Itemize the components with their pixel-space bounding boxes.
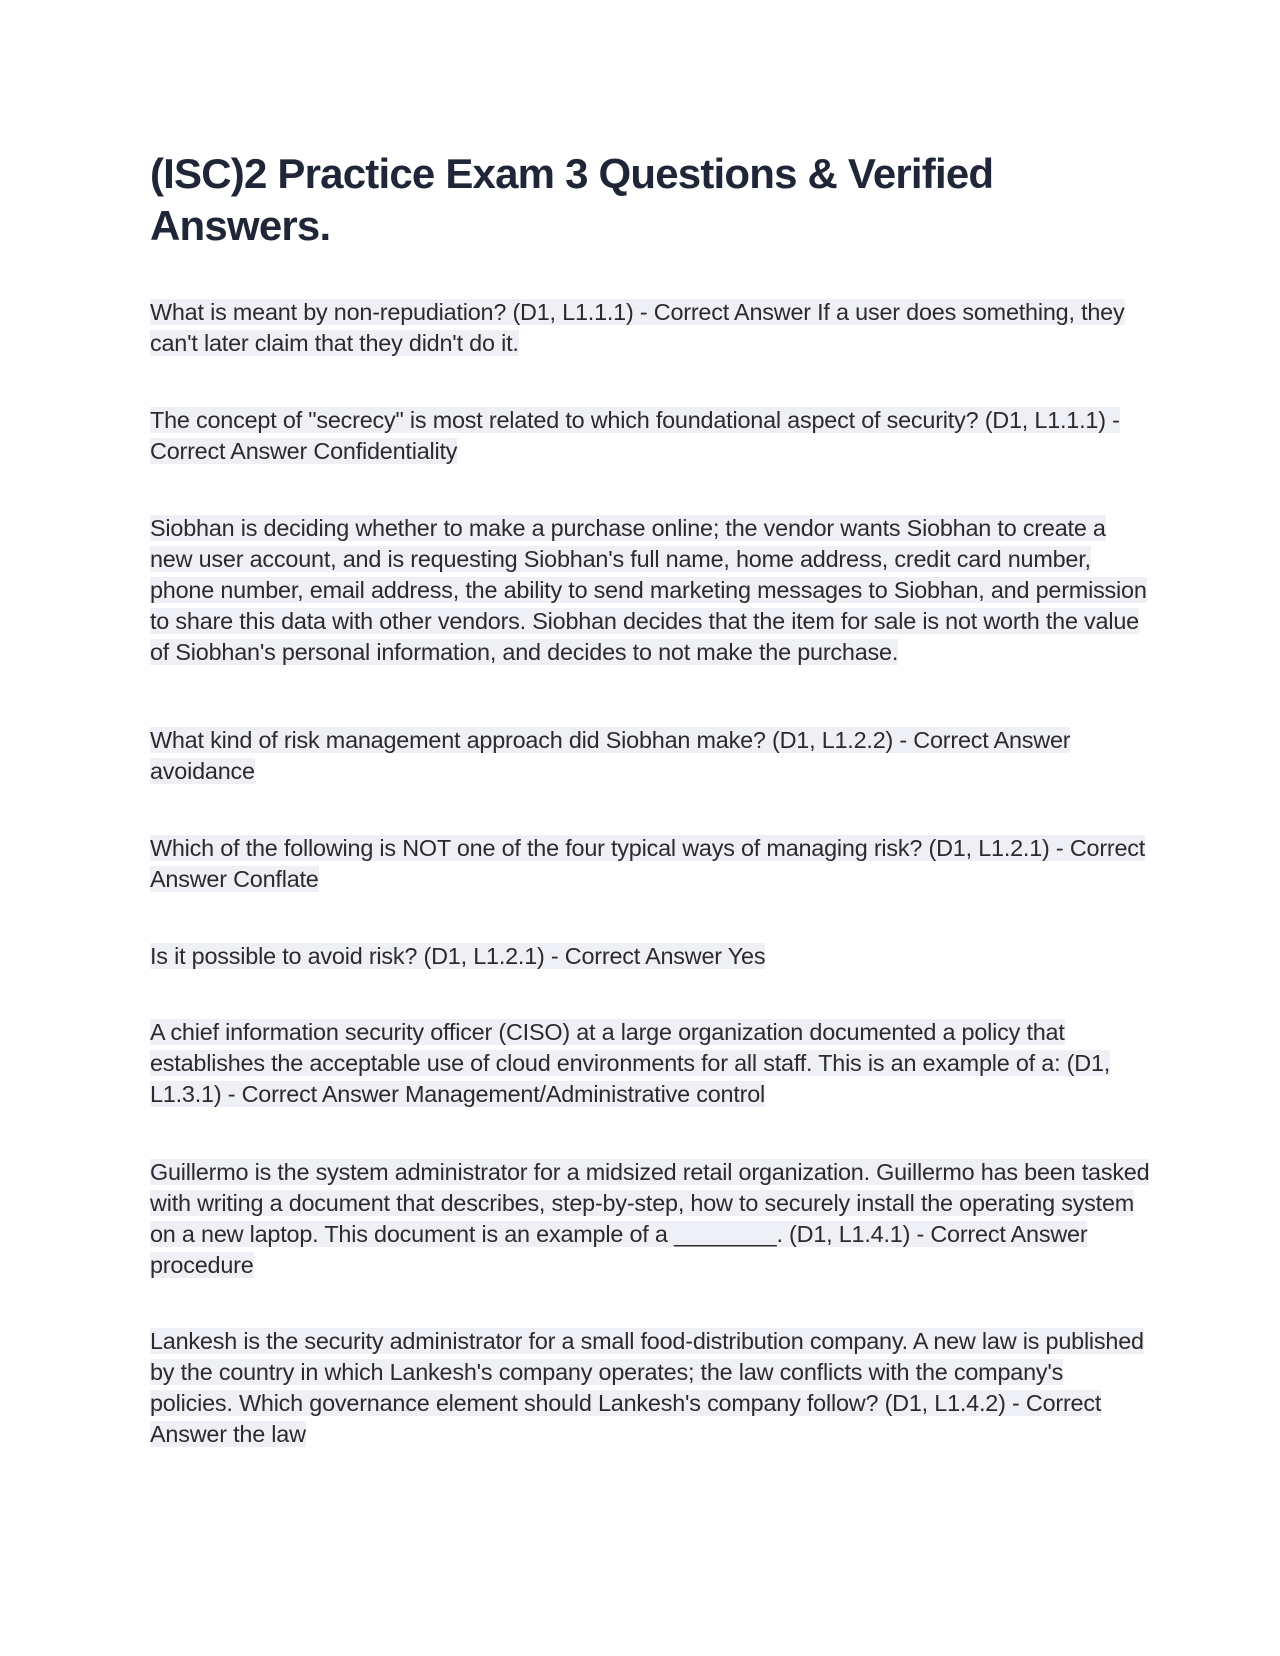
qa-item-siobhan-question	[150, 725, 1150, 787]
qa-text: The concept of "secrecy" is most related to which foundational aspect of security? (D1, L1.1.1) - Correct Answer Confidentiality	[150, 407, 1120, 464]
qa-text: Is it possible to avoid risk? (D1, L1.2.1) - Correct Answer Yes	[150, 943, 766, 969]
qa-text: What kind of risk management approach did Siobhan make? (D1, L1.2.2) - Correct Answer avoidance	[150, 727, 1071, 784]
qa-item-ciso-policy	[150, 1017, 1150, 1110]
qa-text: Guillermo is the system administrator for a midsized retail organization. Guillermo has been tasked with writing a document that describes, step-by-step, how to securely install the operating system on a new laptop. This document is an example of a ________. (D1, L1.4.1) - Correct Answer procedure	[150, 1159, 1150, 1278]
qa-item-siobhan-scenario	[150, 513, 1150, 668]
qa-item-secrecy	[150, 405, 1150, 467]
qa-item-non-repudiation	[150, 297, 1150, 359]
qa-item-guillermo-procedure	[150, 1157, 1150, 1281]
qa-item-lankesh-law	[150, 1326, 1150, 1450]
qa-item-avoid-risk	[150, 941, 1150, 972]
qa-text: A chief information security officer (CISO) at a large organization documented a policy that establishes the acceptable use of cloud environments for all staff. This is an example of a: (D1, L1.3.1) - Correct Answer Management/Administrative control	[150, 1019, 1111, 1107]
qa-text: What is meant by non-repudiation? (D1, L1.1.1) - Correct Answer If a user does something, they can't later claim that they didn't do it.	[150, 299, 1125, 356]
qa-scenario-text: Siobhan is deciding whether to make a purchase online; the vendor wants Siobhan to create a new user account, and is requesting Siobhan's full name, home address, credit card number, phone number, email address, the ability to send marketing messages to Siobhan, and permission to share this data with other vendors. Siobhan decides that the item for sale is not worth the value of Siobhan's personal information, and decides to not make the purchase.	[150, 515, 1147, 665]
qa-text: Which of the following is NOT one of the four typical ways of managing risk? (D1, L1.2.1) - Correct Answer Conflate	[150, 835, 1146, 892]
qa-text: Lankesh is the security administrator for a small food-distribution company. A new law is published by the country in which Lankesh's company operates; the law conflicts with the company's policies. Which governance element should Lankesh's company follow? (D1, L1.4.2) - Correct Answer the law	[150, 1328, 1144, 1447]
qa-item-managing-risk	[150, 833, 1150, 895]
document-title: (ISC)2 Practice Exam 3 Questions & Verified Answers.	[150, 150, 994, 249]
